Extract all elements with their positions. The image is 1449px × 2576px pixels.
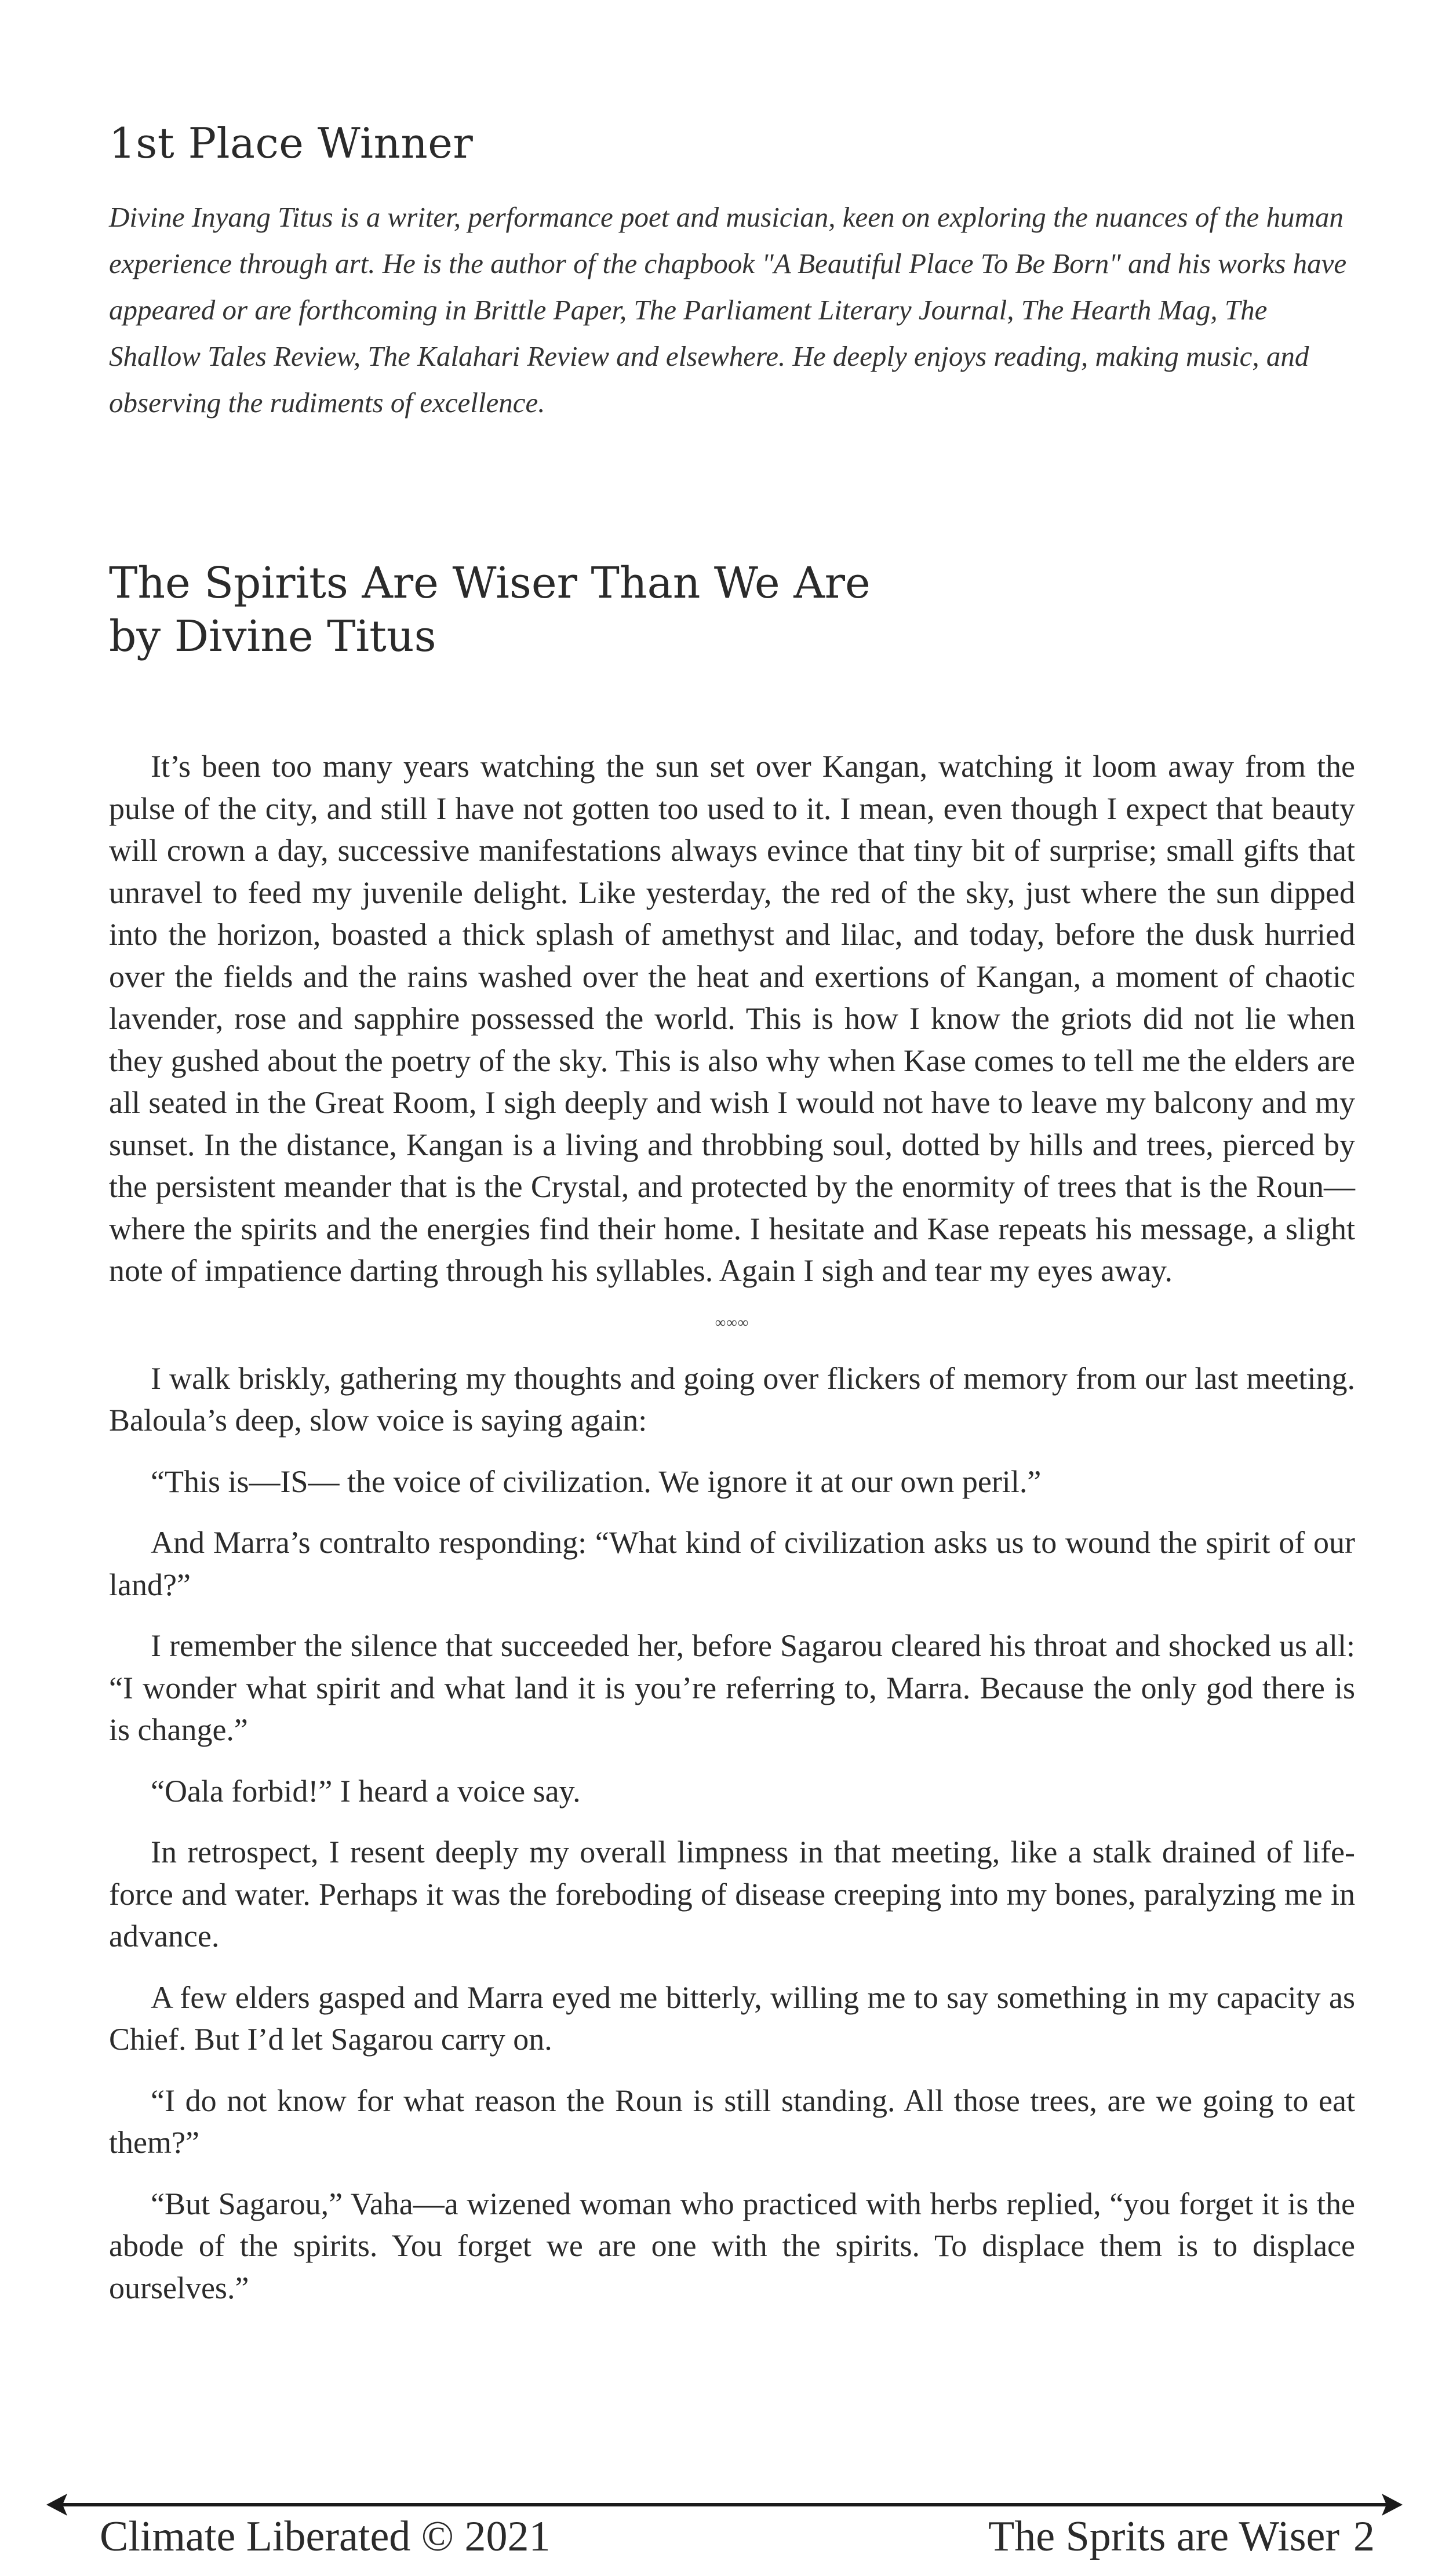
paragraph: “This is—IS— the voice of civilization. We ignore it at our own peril.” xyxy=(151,1464,1042,1499)
paragraph: It’s been too many years watching the sun set over Kangan, watching it loom away from the pulse of the city, and still I have not gotten too used to it. I mean, even though I expect that beauty will crown a day, successive manifestations always evince that tiny bit of surprise; small gifts that unravel to feed my juvenile delight. Like yesterday, the red of the sky, just where the sun dipped into the horizon, boasted a thick splash of amethyst and lilac, and today, before the dusk hurried over the fields and the rains washed over the heat and exertions of Kangan, a moment of chaotic lavender, rose and sapphire possessed the world. This is how I know the griots did not lie when they gushed about the poetry of the sky. This is also why when Kase comes to tell me the elders are all seated in the Great Room, I sigh deeply and wish I would not have to leave my balcony and my sunset. In the distance, Kangan is a living and throbbing soul, dotted by hills and trees, pierced by the persistent meander that is the Crystal, and protected by the enormity of trees that is the Roun—where the spirits and the energies find their home. I hesitate and Kase repeats his message, a slight note of impatience darting through his syllables. Again I sigh and tear my eyes away. xyxy=(109,749,1355,1288)
story-body xyxy=(109,745,1355,2328)
footer-running-title xyxy=(988,2508,1375,2566)
paragraph: In retrospect, I resent deeply my overall limpness in that meeting, like a stalk drained of life-force and water. Perhaps it was the foreboding of disease creeping into my bones, paralyzing me in advance. xyxy=(109,1835,1355,1953)
winner-heading: 1st Place Winner xyxy=(109,119,474,168)
paragraph: “Oala forbid!” I heard a voice say. xyxy=(151,1773,581,1809)
paragraph: A few elders gasped and Marra eyed me bitterly, willing me to say something in my capacity as Chief. But I’d let Sagarou carry on. xyxy=(109,1980,1355,2057)
story-title-block xyxy=(109,556,871,663)
page-number: 2 xyxy=(1353,2513,1375,2560)
section-separator: ∞∞∞ xyxy=(715,1314,749,1331)
paragraph: “But Sagarou,” Vaha—a wizened woman who practiced with herbs replied, “you forget it is the abode of the spirits. You forget we are one with the spirits. To displace them is to displace ourselves.” xyxy=(109,2186,1355,2305)
story-byline: by Divine Titus xyxy=(109,612,436,661)
paragraph: I remember the silence that succeeded her, before Sagarou cleared his throat and shocked us all: “I wonder what spirit and what land it is you’re referring to, Marra. Because the only god there is is change.” xyxy=(109,1628,1355,1747)
story-title: The Spirits Are Wiser Than We Are xyxy=(109,558,871,608)
paragraph: “I do not know for what reason the Roun is still standing. All those trees, are we going to eat them?” xyxy=(109,2083,1355,2160)
paragraph: I walk briskly, gathering my thoughts and going over flickers of memory from our last meeting. Baloula’s deep, slow voice is saying again: xyxy=(109,1360,1355,1438)
paragraph: And Marra’s contralto responding: “What kind of civilization asks us to wound the spirit of our land?” xyxy=(109,1525,1355,1602)
author-bio: Divine Inyang Titus is a writer, performance poet and musician, keen on exploring the nuances of the human experience through art. He is the author of the chapbook "A Beautiful Place To Be Born" and his works have appeared or are forthcoming in Brittle Paper, The Parliament Literary Journal, The Hearth Mag, The Shallow Tales Review, The Kalahari Review and elsewhere. He deeply enjoys reading, making music, and observing the rudiments of excellence. xyxy=(109,201,1347,419)
footer-copyright: Climate Liberated © 2021 xyxy=(100,2513,551,2560)
footer-title: The Sprits are Wiser xyxy=(988,2513,1339,2560)
